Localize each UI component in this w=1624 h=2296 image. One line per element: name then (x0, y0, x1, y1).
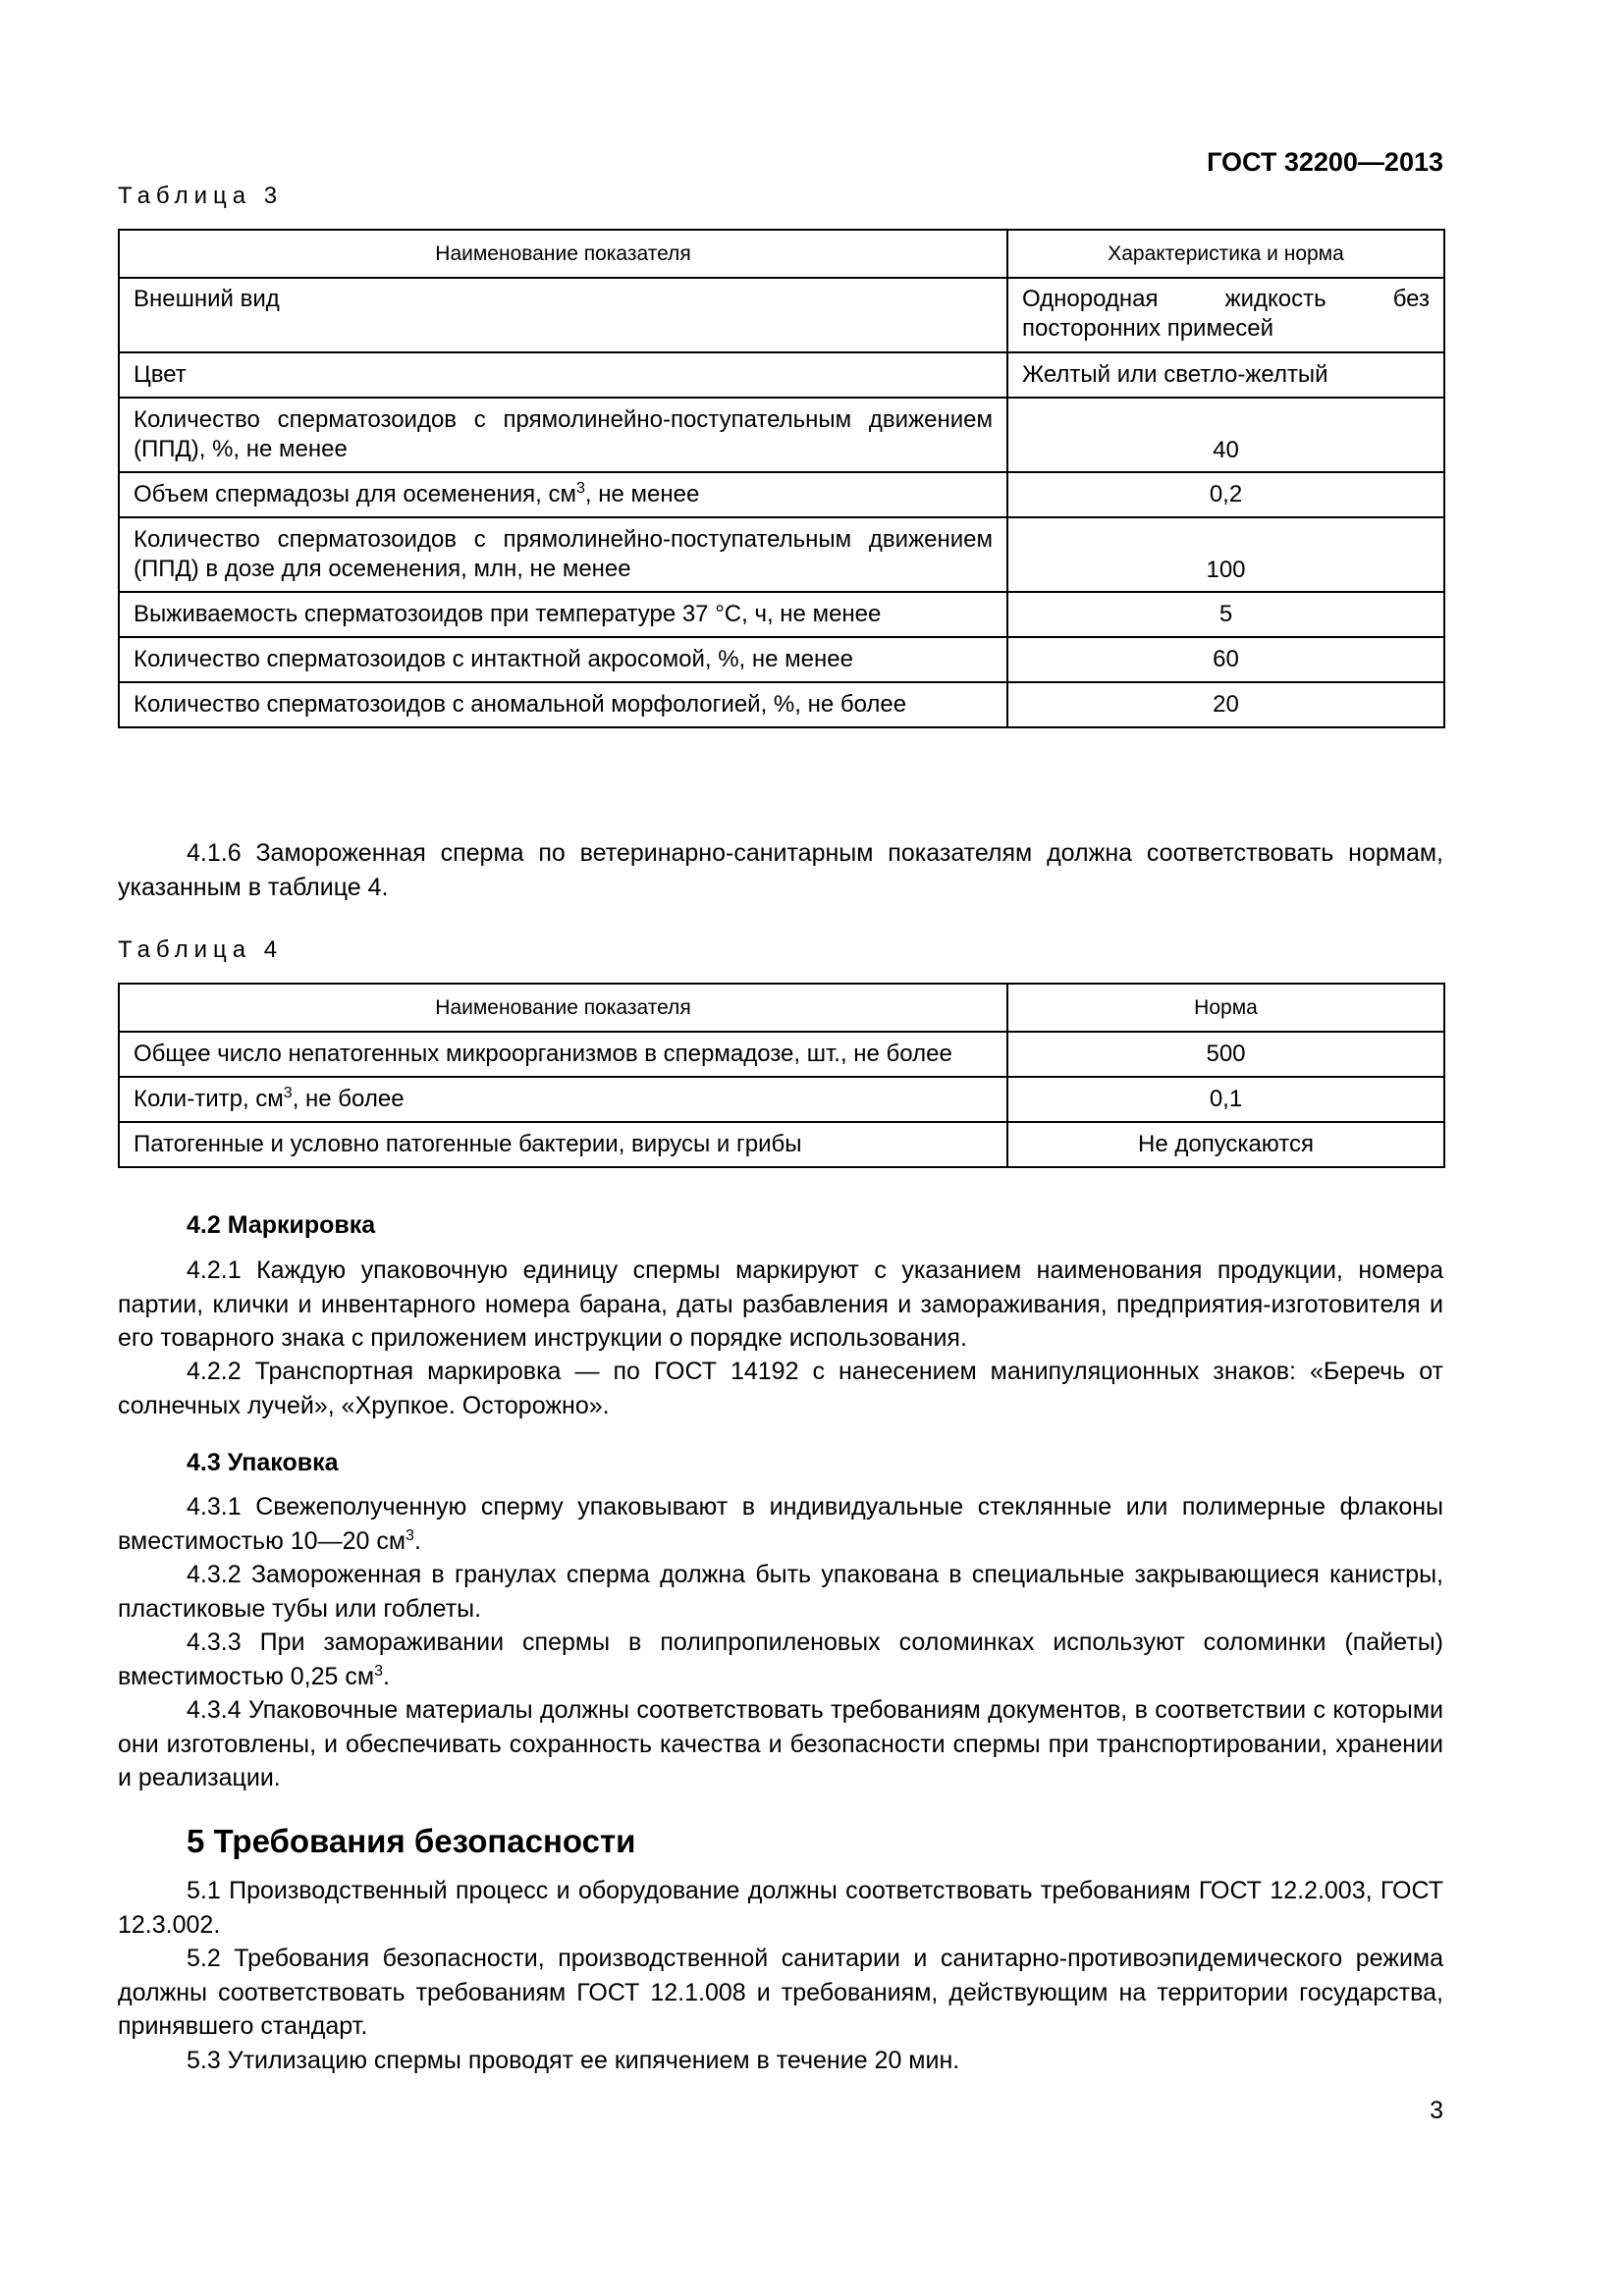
section-5-heading: 5 Требования безопасности (187, 1823, 636, 1859)
table3-cell-value: 0,2 (1007, 472, 1444, 517)
table4-cell-value: 500 (1007, 1032, 1444, 1077)
table4-cell-name: Общее число непатогенных микроорганизмов в спермадозе, шт., не более (119, 1032, 1007, 1077)
table4-caption: Таблица 4 (118, 936, 284, 963)
table-row (119, 592, 1444, 637)
page-number: 3 (1430, 2097, 1443, 2124)
table3-cell-name: Объем спермадозы для осеменения, $см^3$, не менее (119, 472, 1007, 517)
paragraph-4-2-2: 4.2.2 Транспортная маркировка — по ГОСТ 14192 с нанесением манипуляционных знаков: «Беречь от солнечных лучей», «Хрупкое. Осторожно». (118, 1358, 1443, 1419)
section-4-2-heading: 4.2 Маркировка (187, 1211, 376, 1239)
table3 (118, 229, 1445, 728)
paragraph-4-3-3: 4.3.3 При замораживании спермы в полипропиленовых соломинках используют соломинки (пайеты) вместимостью 0,25 $см^3$. (118, 1629, 1443, 1690)
table4-header-row (119, 984, 1444, 1032)
table-row (119, 682, 1444, 727)
paragraph-5-2: 5.2 Требования безопасности, производственной санитарии и санитарно-противоэпидемического режима должны соответствовать требованиям ГОСТ 12.1.008 и требованиям, действующим на территории государства, принявшего стандарт. (118, 1945, 1443, 2040)
section-4-3-heading: 4.3 Упаковка (187, 1449, 339, 1476)
table3-caption: Таблица 3 (118, 183, 284, 209)
table-row (119, 1077, 1444, 1122)
table3-cell-value: 20 (1007, 682, 1444, 727)
table4-cell-value: 0,1 (1007, 1077, 1444, 1122)
table3-cell-value: 5 (1007, 592, 1444, 637)
table3-cell-name: Количество сперматозоидов с аномальной морфологией, %, не более (119, 682, 1007, 727)
table4 (118, 983, 1445, 1168)
table3-cell-value: 100 (1007, 517, 1444, 592)
table-row (119, 1122, 1444, 1167)
table4-cell-name: Патогенные и условно патогенные бактерии, вирусы и грибы (119, 1122, 1007, 1167)
paragraph-4-3-1: 4.3.1 Свежеполученную сперму упаковывают в индивидуальные стеклянные или полимерные флаконы вместимостью 10—20 $см^3$. (118, 1493, 1443, 1555)
table3-cell-name: Цвет (119, 352, 1007, 398)
table4-col-header-value: Норма (1007, 984, 1444, 1032)
paragraph-4-2-1: 4.2.1 Каждую упаковочную единицу спермы маркируют с указанием наименования продукции, номера партии, клички и инвентарного номера барана, даты разбавления и замораживания, предприятия-изготовителя и его товарного знака с приложением инструкции о порядке использования. (118, 1256, 1443, 1352)
table3-col-header-value: Характеристика и норма (1007, 230, 1444, 278)
table3-cell-value: Желтый или светло-желтый (1007, 352, 1444, 398)
table3-cell-value: 40 (1007, 398, 1444, 472)
paragraph-5-3: 5.3 Утилизацию спермы проводят ее кипячением в течение 20 мин. (187, 2047, 960, 2074)
paragraph-5-1: 5.1 Производственный процесс и оборудование должны соответствовать требованиям ГОСТ 12.2.003, ГОСТ 12.3.002. (118, 1877, 1443, 1939)
table-row (119, 472, 1444, 517)
table-row (119, 352, 1444, 398)
table4-cell-name: Коли-титр, $см^3$, не более (119, 1077, 1007, 1122)
table-row (119, 278, 1444, 352)
table3-col-header-name: Наименование показателя (119, 230, 1007, 278)
table3-cell-value: Однородная жидкость без посторонних примесей (1007, 278, 1444, 352)
table3-cell-name: Количество сперматозоидов с прямолинейно-поступательным движением (ППД), %, не менее (119, 398, 1007, 472)
table3-header-row (119, 230, 1444, 278)
paragraph-4-1-6: 4.1.6 Замороженная сперма по ветеринарно-санитарным показателям должна соответствовать нормам, указанным в таблице 4. (118, 839, 1443, 901)
paragraph-4-3-2: 4.3.2 Замороженная в гранулах сперма должна быть упакована в специальные закрывающиеся канистры, пластиковые тубы или гоблеты. (118, 1561, 1443, 1623)
table-row (119, 1032, 1444, 1077)
table3-cell-value: 60 (1007, 637, 1444, 682)
paragraph-4-3-4: 4.3.4 Упаковочные материалы должны соответствовать требованиям документов, в соответствии с которыми они изготовлены, и обеспечивать сохранность качества и безопасности спермы при транспортировании, хранении и реализации. (118, 1696, 1443, 1791)
table3-cell-name: Количество сперматозоидов с прямолинейно-поступательным движением (ППД) в дозе для осеменения, млн, не менее (119, 517, 1007, 592)
table4-col-header-name: Наименование показателя (119, 984, 1007, 1032)
table3-cell-name: Количество сперматозоидов с интактной акросомой, %, не менее (119, 637, 1007, 682)
table-row (119, 398, 1444, 472)
table-row (119, 517, 1444, 592)
table-row (119, 637, 1444, 682)
table3-cell-name: Внешний вид (119, 278, 1007, 352)
table3-cell-name: Выживаемость сперматозоидов при температуре 37 °С, ч, не менее (119, 592, 1007, 637)
table4-cell-value: Не допускаются (1007, 1122, 1444, 1167)
document-code: ГОСТ 32200—2013 (1207, 147, 1443, 177)
